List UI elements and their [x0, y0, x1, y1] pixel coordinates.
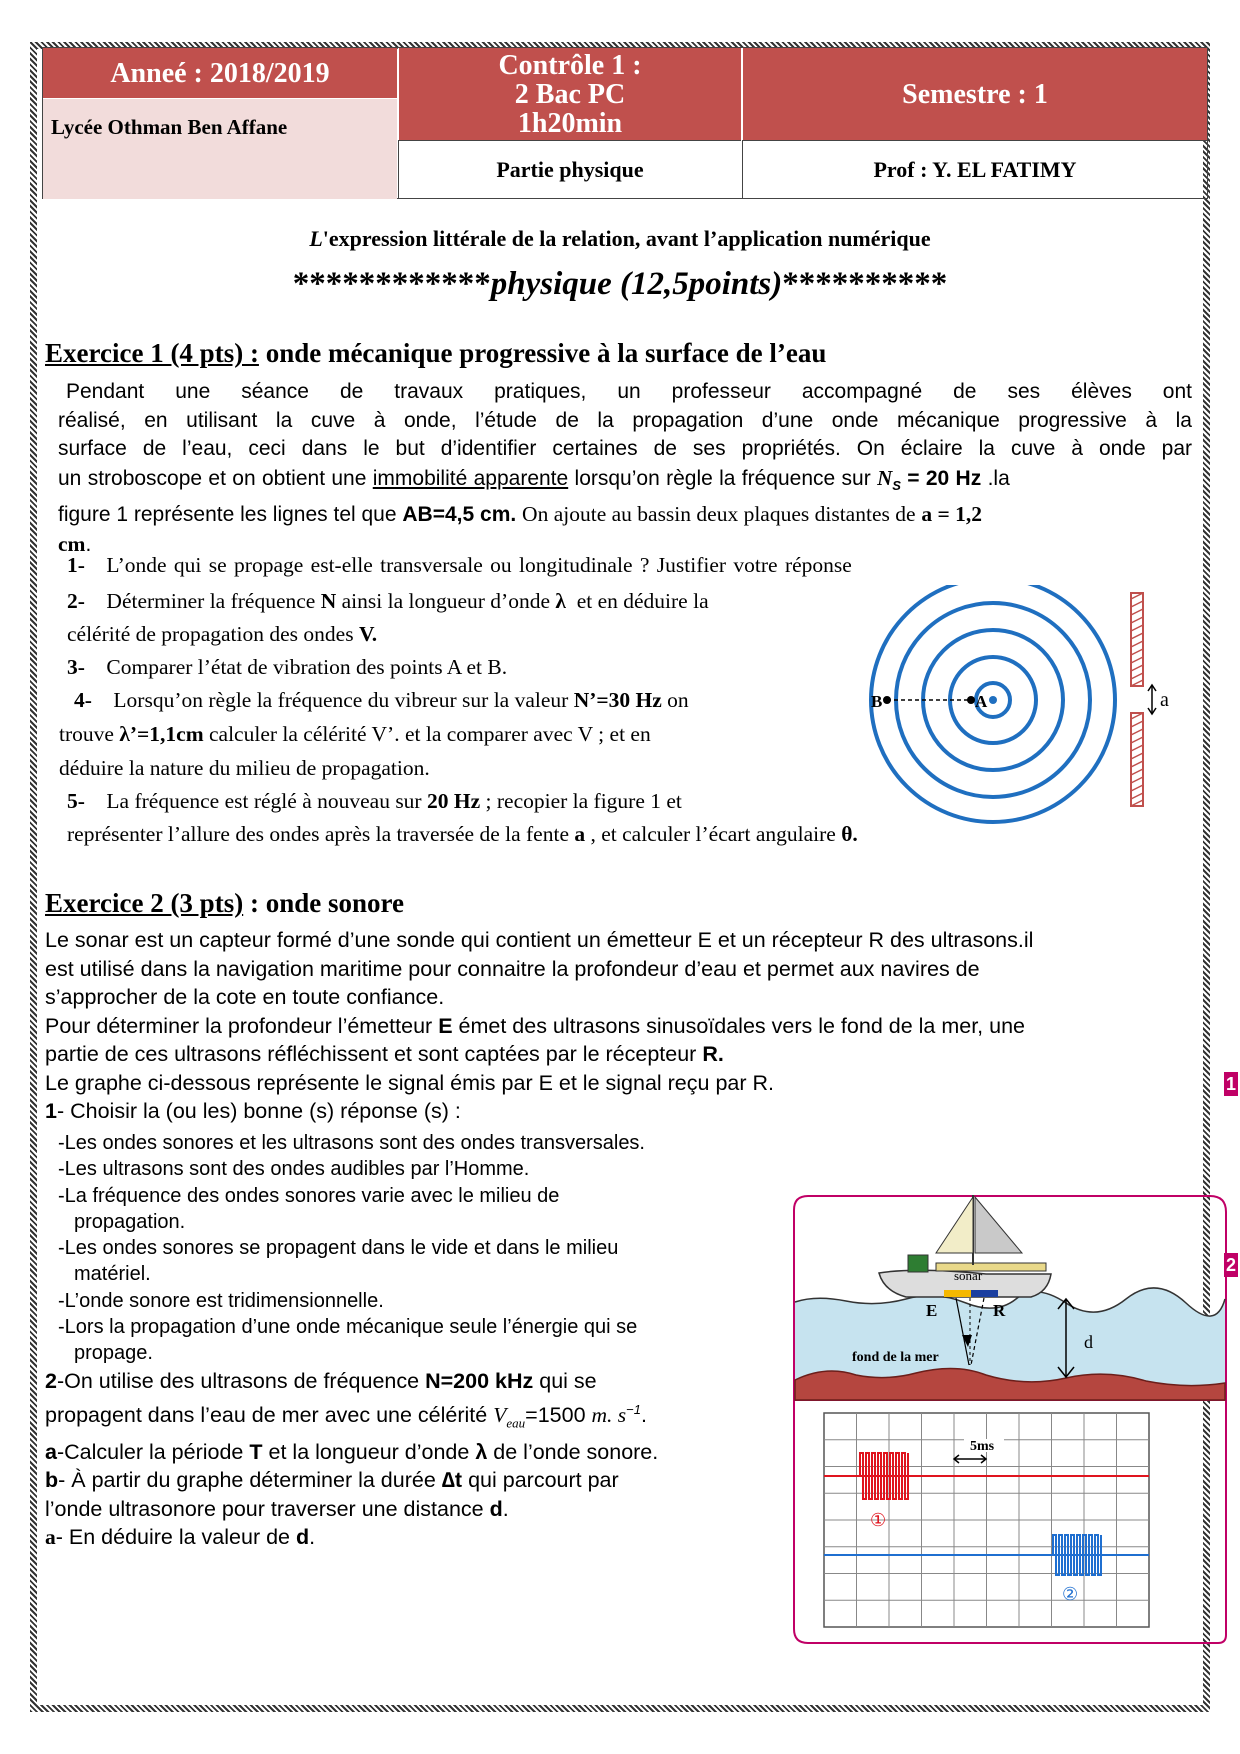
- boat-deck: [936, 1263, 1046, 1271]
- label-signal-2: ②: [1062, 1584, 1079, 1605]
- label-gap-a: a: [1160, 689, 1169, 711]
- ex2-title-number: Exercice 2 (3 pts): [45, 888, 244, 918]
- part-cell: [398, 140, 741, 199]
- option-1: -Les ondes sonores et les ultrasons sont des ondes transversales.: [58, 1132, 645, 1154]
- label-seabed: fond de la mer: [852, 1350, 939, 1365]
- immobility-term: immobilité apparente: [372, 466, 569, 490]
- ex1-intro-line5: figure 1 représente les lignes tel que AB=4,5 cm. On ajoute au bassin deux plaques distantes de a = 1,2: [58, 502, 983, 527]
- ex2-q2-cont: propagent dans l’eau de mer avec une célérité $V_{eau}=1500$ m. $s^{-1}$.: [45, 1401, 647, 1431]
- label-a: A: [975, 692, 988, 711]
- ex2-questions: [45, 1367, 658, 1552]
- ex1-q1: 1- L’onde qui se propage est-elle transversale ou longitudinale ? Justifier votre réponse: [67, 553, 852, 577]
- option-5: -L’onde sonore est tridimensionnelle.: [58, 1289, 384, 1312]
- plate-top: [1131, 593, 1143, 686]
- ex2-qb: b- À partir du graphe déterminer la durée ∆t qui parcourt par: [45, 1468, 619, 1493]
- label-b: B: [871, 692, 883, 711]
- marker-1: 1: [1225, 1074, 1236, 1094]
- point-b: [883, 696, 891, 704]
- instruction-line: [0, 226, 1240, 252]
- control-cell: [398, 48, 741, 140]
- semester-cell: [742, 48, 1207, 140]
- source-point: [989, 696, 997, 704]
- emitter-e: [944, 1290, 971, 1297]
- option-4-cont: matériel.: [74, 1263, 151, 1286]
- ex1-q2: 2- Déterminer la fréquence N ainsi la longueur d’onde λ et en déduire la: [67, 589, 709, 613]
- ex1-intro-line1: Pendant une séance de travaux pratiques, un professeur accompagné de ses élèves ont: [66, 380, 1192, 403]
- part-text: Partie physique: [496, 157, 644, 182]
- ex1-title: [45, 338, 826, 369]
- label-e: E: [926, 1301, 938, 1320]
- ex2-qb-cont: l’onde ultrasonore pour traverser une distance d.: [45, 1496, 509, 1521]
- ex2-p1-line3: s’approcher de la cote en toute confiance.: [45, 985, 445, 1009]
- ex2-title: [45, 888, 404, 919]
- ex1-q4-cont: trouve λ’=1,1cm calculer la célérité V’. et la comparer avec V ; et en: [59, 722, 651, 746]
- ex1-intro: [58, 378, 1192, 559]
- semester-text: Semestre : 1: [902, 78, 1048, 110]
- option-6-cont: propage.: [74, 1342, 153, 1365]
- year-text: Anneé : 2018/2019: [110, 57, 330, 89]
- ex1-intro-line4: un stroboscope et on obtient une immobilité apparente lorsqu’on règle la fréquence sur $N_S = 20$ Hz .la: [58, 465, 1010, 493]
- section-label: physique (12,5points): [490, 266, 783, 302]
- ex1-q4-cont2: déduire la nature du milieu de propagation.: [59, 756, 430, 780]
- ex2-qa: a-Calculer la période T et la longueur d’onde λ de l’onde sonore.: [45, 1439, 659, 1464]
- control-duration: 1h20min: [517, 107, 623, 139]
- figure-sonar-frame: [786, 1195, 1240, 1649]
- stars-left: ************: [292, 266, 491, 302]
- plate-bottom: [1131, 713, 1143, 806]
- ex2-intro: [45, 926, 1195, 1126]
- ex1-q5: 5- La fréquence est réglé à nouveau sur 20 Hz ; recopier la figure 1 et: [67, 789, 682, 813]
- ex2-title-subject: : onde sonore: [249, 888, 404, 918]
- ex1-q3: 3- Comparer l’état de vibration des points A et B.: [67, 655, 508, 679]
- stars-right: **********: [782, 266, 948, 302]
- year-cell: [43, 48, 397, 98]
- control-title: Contrôle 1 :: [498, 49, 642, 81]
- ex1-title-number: Exercice 1 (4 pts) :: [45, 338, 259, 368]
- ex1-intro-line3: surface de l’eau, ceci dans le but d’identifier certaines de ses propriétés. On éclaire la cuve à onde par: [58, 437, 1192, 460]
- ex2-p1-line2: est utilisé dans la navigation maritime pour connaitre la profondeur d’eau et permet aux navires de: [45, 956, 980, 981]
- ex2-qc: a- En déduire la valeur de d.: [45, 1525, 316, 1550]
- section-title: [0, 266, 1240, 303]
- ex2-p1-line1: Le sonar est un capteur formé d’une sonde qui contient un émetteur E et un récepteur R des ultrasons.il: [45, 928, 1034, 952]
- prof-cell: [742, 140, 1207, 199]
- ex2-q2: 2-On utilise des ultrasons de fréquence N=200 kHz qui se: [45, 1369, 597, 1393]
- marker-2: 2: [1225, 1255, 1236, 1275]
- label-r: R: [993, 1301, 1006, 1320]
- sail-left: [936, 1197, 973, 1253]
- label-signal-1: ①: [870, 1510, 887, 1531]
- prof-text: Prof : Y. EL FATIMY: [873, 157, 1077, 182]
- ex1-q2-cont: célérité de propagation des ondes V.: [67, 622, 378, 646]
- ex2-p3: Le graphe ci-dessous représente le signal émis par E et le signal reçu par R.: [45, 1070, 774, 1095]
- point-a: [967, 696, 975, 704]
- instruction-italic: L: [309, 226, 323, 251]
- option-3-cont: propagation.: [74, 1210, 186, 1233]
- label-5ms: 5ms: [970, 1439, 995, 1454]
- boat-cabin: [908, 1255, 928, 1272]
- header-table: [42, 47, 1208, 199]
- ex1-title-subject: onde mécanique progressive à la surface de l’eau: [265, 338, 827, 368]
- oscillogram: [824, 1413, 1149, 1627]
- option-2: -Les ultrasons sont des ondes audibles par l’Homme.: [58, 1158, 530, 1181]
- ex2-options: [58, 1130, 645, 1367]
- ex2-q1: 1- Choisir la (ou les) bonne (s) réponse (s) :: [45, 1099, 461, 1123]
- ex1-intro-line6: cm.: [58, 531, 92, 556]
- instruction-text: 'expression littérale de la relation, avant l’application numérique: [322, 226, 931, 251]
- ex1-q5-cont: représenter l’allure des ondes après la traversée de la fente a , et calculer l’écart angulaire θ.: [67, 822, 858, 846]
- label-sonar: sonar: [954, 1268, 983, 1283]
- sail-right: [975, 1197, 1022, 1253]
- ex2-p2-line2: partie de ces ultrasons réfléchissent et sont captées par le récepteur R.: [45, 1042, 724, 1066]
- school-text: Lycée Othman Ben Affane: [51, 115, 288, 139]
- ex1-q4: 4- Lorsqu’on règle la fréquence du vibreur sur la valeur N’=30 Hz on: [74, 688, 689, 712]
- ex2-p2-line1: Pour déterminer la profondeur l’émetteur E émet des ultrasons sinusoïdales vers le fond de la mer, une: [45, 1013, 1026, 1038]
- school-cell: [43, 98, 397, 199]
- option-3: -La fréquence des ondes sonores varie avec le milieu de: [58, 1184, 560, 1207]
- control-class: 2 Bac PC: [514, 78, 626, 110]
- ex1-intro-line2: réalisé, en utilisant la cuve à onde, l’étude de la propagation d’une onde mécanique progressive à la: [58, 408, 1192, 432]
- figure-1-ripple-tank: [860, 585, 1180, 825]
- option-6: -Lors la propagation d’une onde mécanique seule l’énergie qui se: [58, 1316, 638, 1339]
- option-4: -Les ondes sonores se propagent dans le vide et dans le milieu: [58, 1237, 619, 1260]
- label-d: d: [1084, 1332, 1093, 1352]
- receiver-r: [971, 1290, 998, 1297]
